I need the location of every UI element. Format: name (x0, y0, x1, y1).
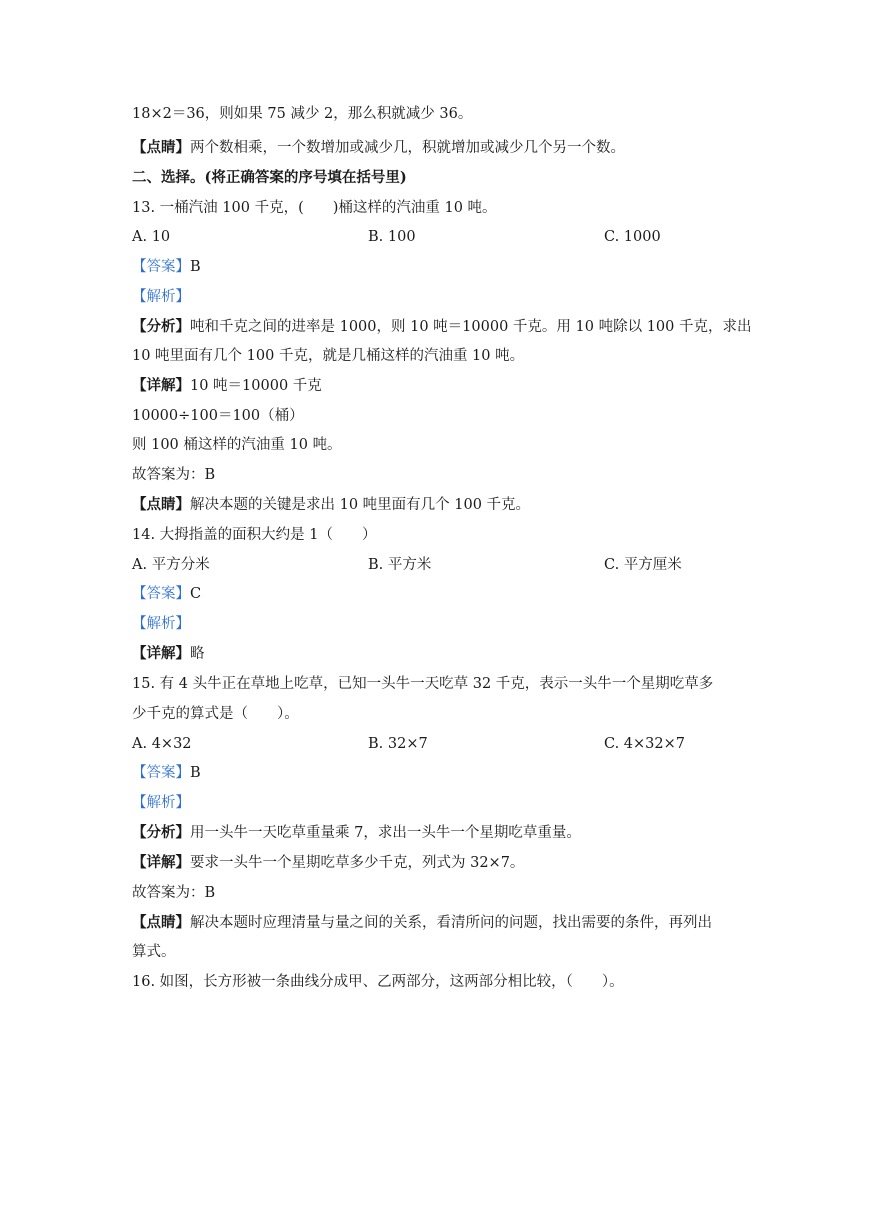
q13-answer (132, 257, 742, 277)
q15-jiexi-tag: 【解析】 (132, 795, 190, 811)
dianjing-text: 两个数相乘，一个数增加或减少几，积就增加或减少几个另一个数。 (190, 140, 625, 156)
q15-dianjing-1 (132, 913, 742, 933)
xiangjie-tag: 【详解】 (132, 377, 190, 394)
q15-stem-1: 15. 有 4 头牛正在草地上吃草，已知一头牛一天吃草 32 千克，表示一头牛一个星期吃草多 (132, 676, 714, 692)
q13-stem: 13. 一桶汽油 100 千克，( )桶这样的汽油重 10 吨。 (132, 200, 497, 216)
dianjing-tag: 【点睛】 (132, 139, 190, 156)
answer-value: B (190, 259, 201, 275)
dianjing-text: 解决本题的关键是求出 10 吨里面有几个 100 千克。 (190, 497, 531, 513)
q13-option-c: C. 1000 (604, 229, 661, 245)
answer-value: C (190, 586, 202, 602)
q15-option-c: C. 4×32×7 (604, 736, 685, 752)
section-heading: 二、选择。(将正确答案的序号填在括号里) (132, 169, 407, 186)
fenxi-tag: 【分析】 (132, 824, 190, 841)
q14-stem: 14. 大拇指盖的面积大约是 1（ ） (132, 527, 377, 543)
q14-option-a: A. 平方分米 (132, 557, 210, 573)
q15-option-a: A. 4×32 (132, 736, 192, 752)
answer-tag: 【答案】 (132, 259, 190, 275)
q14-xiangjie (132, 644, 742, 664)
xiangjie-tag: 【详解】 (132, 645, 190, 662)
q13-xiangjie (132, 376, 742, 396)
q13-final: 故答案为：B (132, 467, 216, 483)
q13-option-a: A. 10 (132, 229, 171, 245)
dianjing-text: 解决本题时应理清量与量之间的关系，看清所问的问题，找出需要的条件，再列出 (190, 915, 712, 931)
q15-option-b: B. 32×7 (368, 736, 428, 752)
q15-xiangjie (132, 853, 742, 873)
q13-calc: 10000÷100＝100（桶） (132, 408, 304, 424)
q14-option-c: C. 平方厘米 (604, 557, 682, 573)
answer-value: B (190, 765, 201, 781)
fenxi-text: 吨和千克之间的进率是 1000，则 10 吨＝10000 千克。用 10 吨除以 100 千克，求出 (190, 319, 752, 335)
q14-answer (132, 584, 742, 604)
xiangjie-text: 要求一头牛一个星期吃草多少千克，列式为 32×7。 (190, 855, 525, 871)
q13-fenxi-1 (132, 317, 752, 337)
q14-option-b: B. 平方米 (368, 557, 432, 573)
answer-tag: 【答案】 (132, 765, 190, 781)
q15-final: 故答案为：B (132, 885, 216, 901)
fenxi-text: 用一头牛一天吃草重量乘 7，求出一头牛一个星期吃草重量。 (190, 825, 581, 841)
q13-fenxi-2: 10 吨里面有几个 100 千克，就是几桶这样的汽油重 10 吨。 (132, 348, 525, 364)
xiangjie-text: 略 (190, 646, 205, 662)
q16-stem: 16. 如图，长方形被一条曲线分成甲、乙两部分，这两部分相比较，（ ）。 (132, 974, 624, 990)
xiangjie-tag: 【详解】 (132, 854, 190, 871)
carry-dianjing (132, 138, 742, 158)
xiangjie-text: 10 吨＝10000 千克 (190, 378, 322, 394)
q13-jiexi-tag: 【解析】 (132, 289, 190, 305)
answer-tag: 【答案】 (132, 586, 190, 602)
q15-stem-2: 少千克的算式是（ ）。 (132, 706, 299, 722)
carry-line: 18×2＝36，则如果 75 减少 2，那么积就减少 36。 (132, 106, 473, 122)
q15-dianjing-2: 算式。 (132, 944, 176, 960)
q14-jiexi-tag: 【解析】 (132, 616, 190, 632)
dianjing-tag: 【点睛】 (132, 496, 190, 513)
q13-option-b: B. 100 (368, 229, 416, 245)
q15-answer (132, 763, 742, 783)
q15-fenxi (132, 823, 742, 843)
q13-dianjing (132, 495, 742, 515)
dianjing-tag: 【点睛】 (132, 914, 190, 931)
fenxi-tag: 【分析】 (132, 318, 190, 335)
q13-conclusion: 则 100 桶这样的汽油重 10 吨。 (132, 437, 342, 453)
